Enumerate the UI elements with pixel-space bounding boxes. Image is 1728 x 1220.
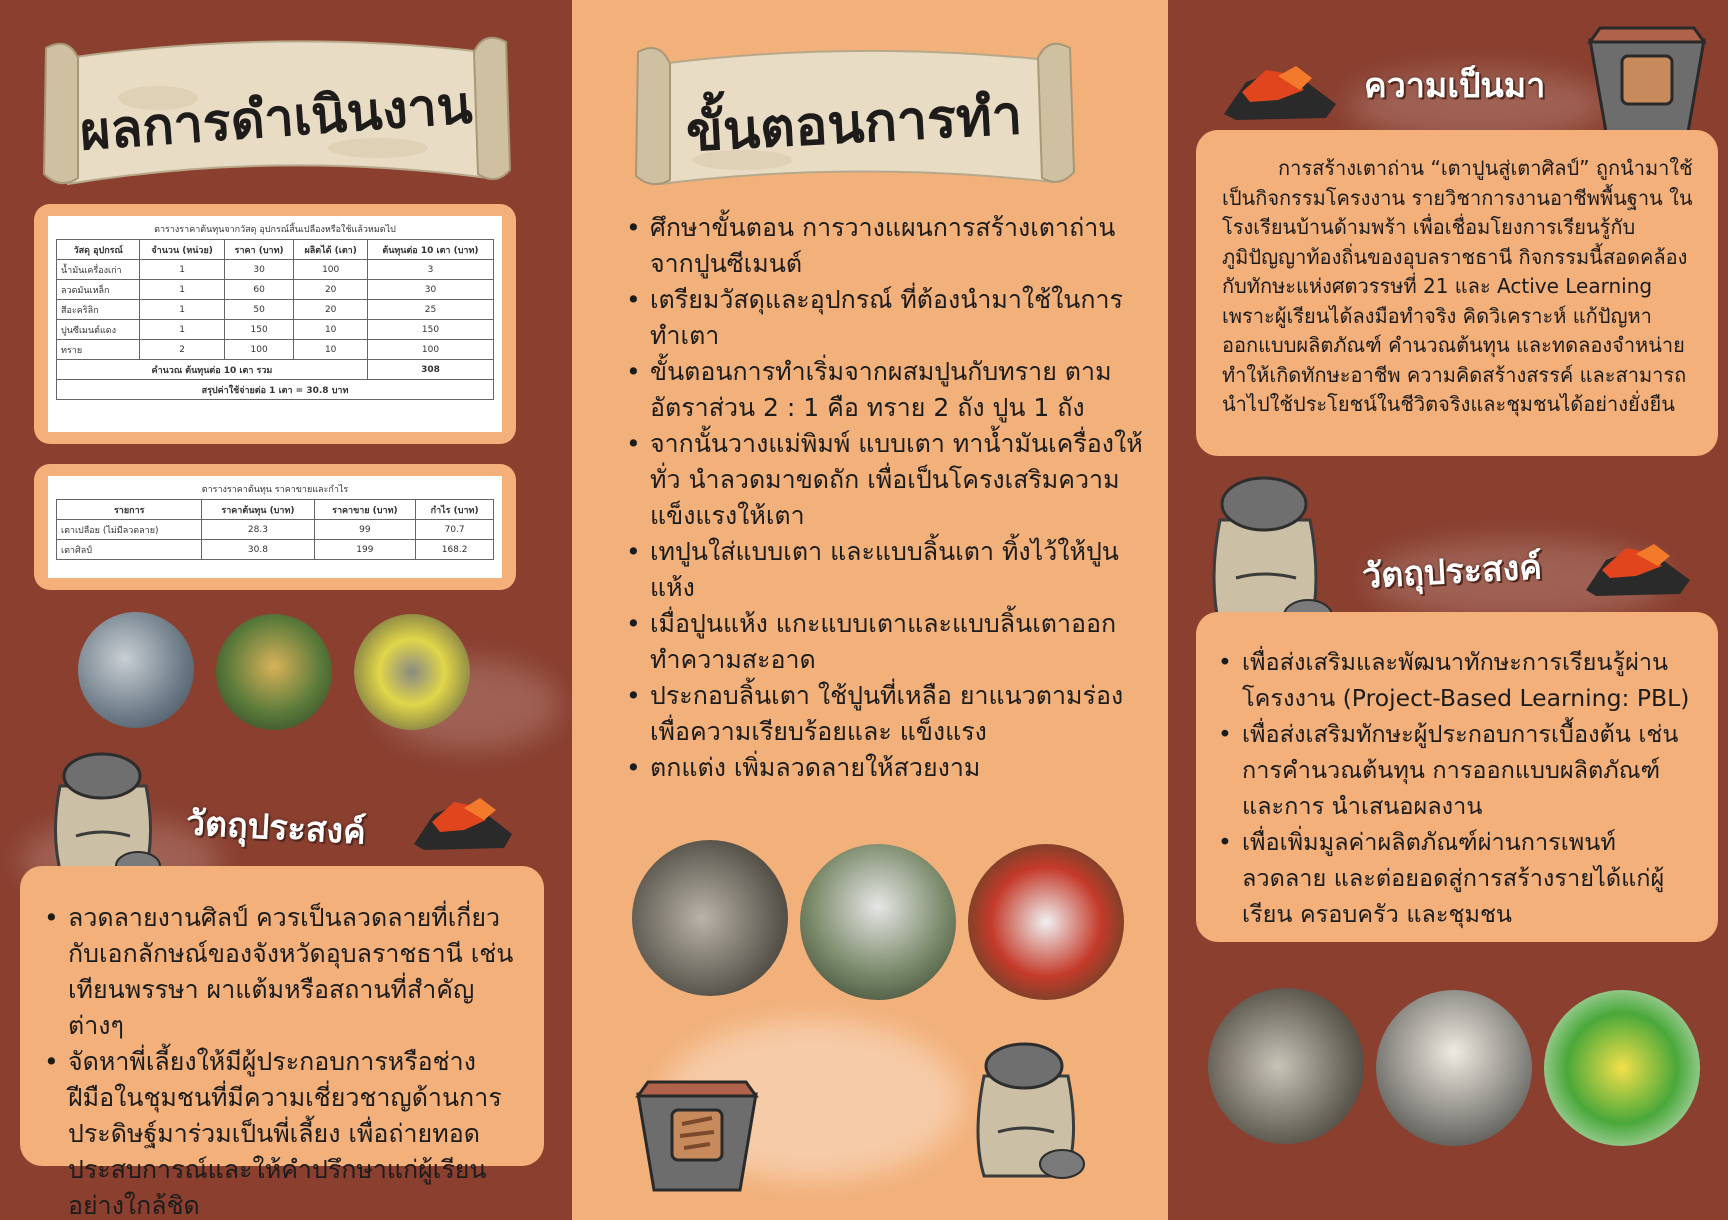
table-row	[57, 280, 494, 300]
table-cell: ทราย	[57, 340, 140, 360]
table-row	[57, 540, 494, 560]
table-header: รายการ	[57, 500, 202, 520]
table-row	[57, 300, 494, 320]
total-label: คำนวณ ต้นทุนต่อ 10 เตา รวม	[57, 360, 368, 380]
table-cell: 199	[314, 540, 416, 560]
photo-student-presenting	[1544, 990, 1700, 1146]
list-item: • ศึกษาขั้นตอน การวางแผนการสร้างเตาถ่านจากปูนซีเมนต์	[624, 210, 1144, 282]
photo-team-working	[800, 844, 956, 1000]
cement-sack-icon	[962, 1036, 1092, 1186]
table-cell: 30.8	[202, 540, 314, 560]
price-table-card	[34, 464, 516, 590]
history-card	[1196, 130, 1718, 456]
total-value: 308	[367, 360, 493, 380]
middle-panel	[572, 0, 1168, 1220]
list-item: • ขั้นตอนการทำเริ่มจากผสมปูนกับทราย ตามอัตราส่วน 2 : 1 คือ ทราย 2 ถัง ปูน 1 ถัง	[624, 354, 1144, 426]
left-objective-heading: วัตถุประสงค์	[185, 803, 367, 853]
list-item: • เมื่อปูนแห้ง แกะแบบเตาและแบบลิ้นเตาออก ทำความสะอาด	[624, 606, 1144, 678]
price-table-caption: ตารางราคาต้นทุน ราคาขายและกำไร	[201, 485, 349, 495]
cost-table-caption: ตารางราคาต้นทุนจากวัสดุ อุปกรณ์สิ้นเปลืองหรือใช้แล้วหมดไป	[154, 225, 396, 235]
stove-icon	[1584, 20, 1710, 142]
right-objective-list	[1216, 644, 1698, 932]
steps-banner	[632, 30, 1076, 190]
table-cell: 100	[294, 260, 368, 280]
table-header: วัสดุ อุปกรณ์	[57, 240, 140, 260]
table-cell: 1	[140, 280, 224, 300]
table-cell: 168.2	[416, 540, 494, 560]
list-item: • ประกอบลิ้นเตา ใช้ปูนที่เหลือ ยาแนวตามร่องเพื่อความเรียบร้อยและ แข็งแรง	[624, 678, 1144, 750]
table-header: กำไร (บาท)	[416, 500, 494, 520]
list-item: • ตกแต่ง เพิ่มลวดลายให้สวยงาม	[624, 750, 1144, 786]
table-cell: เตาศิลป์	[57, 540, 202, 560]
history-heading: ความเป็นมา	[1364, 66, 1546, 106]
table-cell: สีอะคริลิก	[57, 300, 140, 320]
table-cell: 1	[140, 320, 224, 340]
steps-list	[624, 210, 1144, 786]
photo-student-painting	[968, 844, 1124, 1000]
right-panel	[1168, 0, 1728, 1220]
table-row	[57, 320, 494, 340]
table-header: ราคา (บาท)	[224, 240, 294, 260]
table-row	[57, 360, 494, 380]
left-panel	[0, 0, 572, 1220]
table-cell: 100	[224, 340, 294, 360]
table-header: ผลิตได้ (เตา)	[294, 240, 368, 260]
list-item: • ลวดลายงานศิลป์ ควรเป็นลวดลายที่เกี่ยวกับเอกลักษณ์ของจังหวัดอุบลราชธานี เช่น เทียนพรรษา ผาแต้มหรือสถานที่สำคัญต่างๆ	[42, 900, 516, 1044]
cost-summary: สรุปค่าใช้จ่ายต่อ 1 เตา = 30.8 บาท	[57, 380, 494, 400]
table-cell: 10	[294, 340, 368, 360]
table-cell: 30	[367, 280, 493, 300]
charcoal-icon	[1216, 54, 1346, 124]
right-objective-card	[1196, 612, 1718, 942]
list-item: • จัดหาพี่เลี้ยงให้มีผู้ประกอบการหรือช่างฝีมือในชุมชนที่มีความเชี่ยวชาญด้านการประดิษฐ์มาร่วมเป็นพี่เลี้ยง เพื่อถ่ายทอดประสบการณ์และให้คำปรึกษาแก่ผู้เรียนอย่างใกล้ชิด	[42, 1044, 516, 1220]
table-cell: 30	[224, 260, 294, 280]
table-cell: 20	[294, 300, 368, 320]
price-table	[56, 499, 494, 560]
charcoal-icon	[404, 784, 524, 854]
charcoal-icon	[1578, 530, 1698, 600]
table-cell: ปูนซีเมนต์แดง	[57, 320, 140, 340]
table-cell: 10	[294, 320, 368, 340]
table-cell: 28.3	[202, 520, 314, 540]
photo-students-working	[354, 614, 470, 730]
table-cell: 2	[140, 340, 224, 360]
list-item: • เพื่อเพิ่มมูลค่าผลิตภัณฑ์ผ่านการเพนท์ลวดลาย และต่อยอดสู่การสร้างรายได้แก่ผู้เรียน ครอบครัว และชุมชน	[1216, 824, 1698, 932]
photo-stove-molds	[1208, 988, 1364, 1144]
table-cell: 50	[224, 300, 294, 320]
table-cell: ลวดมันเหล็ก	[57, 280, 140, 300]
photo-student-holding-stove	[216, 614, 332, 730]
history-text: การสร้างเตาถ่าน “เตาปูนสู่เตาศิลป์” ถูกนำมาใช้เป็นกิจกรรมโครงงาน รายวิชาการงานอาชีพพื้นฐาน ในโรงเรียนบ้านด้ามพร้า เพื่อเชื่อมโยงการเรียนรู้กับภูมิปัญญาท้องถิ่นของอุบลราชธานี กิจกรรมนี้สอดคล้องกับทักษะแห่งศตวรรษที่ 21 และ Active Learning เพราะผู้เรียนได้ลงมือทำจริง คิดวิเคราะห์ แก้ปัญหา ออกแบบผลิตภัณฑ์ คำนวณต้นทุน และทดลองจำหน่าย ทำให้เกิดทักษะอาชีพ ความคิดสร้างสรรค์ และสามารถนำไปใช้ประโยชน์ในชีวิตจริงและชุมชนได้อย่างยั่งยืน	[1222, 156, 1693, 416]
list-item: • เทปูนใส่แบบเตา และแบบลิ้นเตา ทิ้งไว้ให้ปูนแห้ง	[624, 534, 1144, 606]
table-header: จำนวน (หน่วย)	[140, 240, 224, 260]
left-objective-list	[42, 900, 516, 1220]
table-row	[57, 340, 494, 360]
left-objective-card	[20, 866, 544, 1220]
table-row	[57, 520, 494, 540]
cost-table-card	[34, 204, 516, 444]
table-cell: เตาเปลือย (ไม่มีลวดลาย)	[57, 520, 202, 540]
cement-sack-icon	[40, 746, 170, 886]
results-banner-title: ผลการดำเนินงาน	[78, 75, 475, 163]
table-cell: 1	[140, 300, 224, 320]
list-item: • เตรียมวัสดุและอุปกรณ์ ที่ต้องนำมาใช้ในการทำเตา	[624, 282, 1144, 354]
photo-student-crouching	[1376, 990, 1532, 1146]
table-cell: 150	[367, 320, 493, 340]
right-objective-heading: วัตถุประสงค์	[1361, 547, 1543, 597]
steps-banner-title: ขั้นตอนการทำ	[684, 83, 1024, 164]
list-item: • เพื่อส่งเสริมและพัฒนาทักษะการเรียนรู้ผ่านโครงงาน (Project-Based Learning: PBL)	[1216, 644, 1698, 716]
photo-students-group	[78, 612, 194, 728]
table-cell: 99	[314, 520, 416, 540]
table-cell: น้ำมันเครื่องเก่า	[57, 260, 140, 280]
table-cell: 1	[140, 260, 224, 280]
table-cell: 3	[367, 260, 493, 280]
table-cell: 60	[224, 280, 294, 300]
photo-cement-molds	[632, 840, 788, 996]
table-cell: 70.7	[416, 520, 494, 540]
cost-table	[56, 239, 494, 400]
table-header: ราคาต้นทุน (บาท)	[202, 500, 314, 520]
list-item: • จากนั้นวางแม่พิมพ์ แบบเตา ทาน้ำมันเครื่องให้ทั่ว นำลวดมาขดถัก เพื่อเป็นโครงเสริมความแข็งแรงให้เตา	[624, 426, 1144, 534]
results-banner	[38, 28, 514, 188]
table-cell: 100	[367, 340, 493, 360]
table-header: ต้นทุนต่อ 10 เตา (บาท)	[367, 240, 493, 260]
list-item: • เพื่อส่งเสริมทักษะผู้ประกอบการเบื้องต้น เช่น การคำนวณต้นทุน การออกแบบผลิตภัณฑ์ และการ นำเสนอผลงาน	[1216, 716, 1698, 824]
table-cell: 150	[224, 320, 294, 340]
table-cell: 20	[294, 280, 368, 300]
table-cell: 25	[367, 300, 493, 320]
stove-icon	[632, 1074, 762, 1200]
table-row	[57, 380, 494, 400]
table-row	[57, 260, 494, 280]
table-header: ราคาขาย (บาท)	[314, 500, 416, 520]
